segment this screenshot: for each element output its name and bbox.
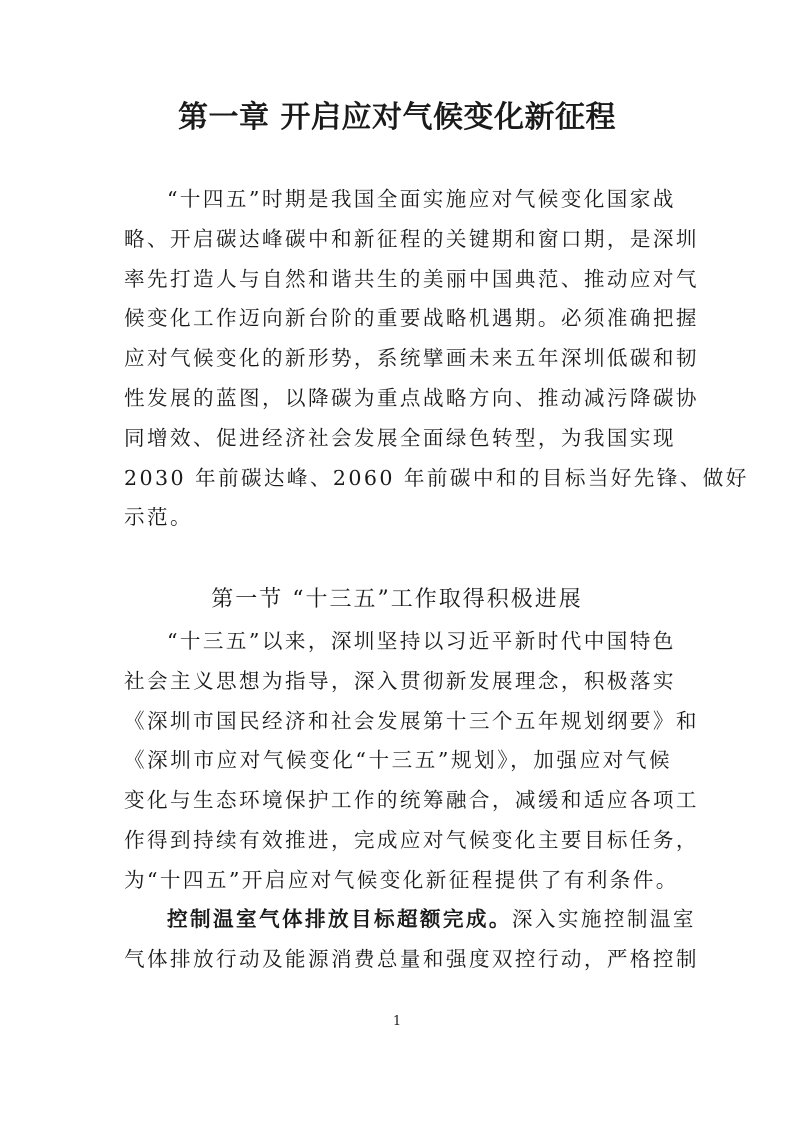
- paragraph-line: [124, 900, 696, 940]
- chapter-title: 第一章 开启应对气候变化新征程: [178, 100, 616, 135]
- paragraph-line: 率先打造人与自然和谐共生的美丽中国典范、推动应对气: [124, 266, 699, 291]
- page-number: 1: [392, 1014, 402, 1029]
- intro-paragraph: [124, 180, 749, 538]
- paragraph-line: 应对气候变化的新形势，系统擘画未来五年深圳低碳和韧: [124, 346, 699, 371]
- section-paragraph: [124, 622, 699, 901]
- lead-line-rest: 深入实施控制温室: [511, 907, 696, 931]
- paragraph-line: 气体排放行动及能源消费总量和强度双控行动，严格控制: [124, 946, 699, 971]
- bold-lead: 控制温室气体排放目标超额完成。: [167, 907, 512, 931]
- paragraph-line: 示范。: [124, 505, 193, 530]
- paragraph-line: 为“十四五”开启应对气候变化新征程提供了有利条件。: [124, 867, 679, 892]
- paragraph-line: 略、开启碳达峰碳中和新征程的关键期和窗口期，是深圳: [124, 226, 699, 251]
- section-title: 第一节 “十三五”工作取得积极进展: [211, 587, 583, 612]
- paragraph-line: 候变化工作迈向新台阶的重要战略机遇期。必须准确把握: [124, 306, 699, 331]
- paragraph-line: 2030 年前碳达峰、2060 年前碳中和的目标当好先锋、做好: [124, 465, 749, 490]
- paragraph-line: 社会主义思想为指导，深入贯彻新发展理念，积极落实: [124, 668, 676, 693]
- paragraph-line: 《深圳市应对气候变化“十三五”规划》，加强应对气候: [124, 748, 672, 773]
- paragraph-line: 作得到持续有效推进，完成应对气候变化主要目标任务，: [124, 827, 699, 852]
- paragraph-line: 性发展的蓝图，以降碳为重点战略方向、推动减污降碳协: [124, 385, 699, 410]
- paragraph-line: 同增效、促进经济社会发展全面绿色转型，为我国实现: [124, 425, 676, 450]
- paragraph-line: 变化与生态环境保护工作的统筹融合，减缓和适应各项工: [124, 788, 699, 813]
- emission-paragraph: [124, 900, 699, 980]
- paragraph-line: “十三五”以来，深圳坚持以习近平新时代中国特色: [167, 629, 676, 653]
- paragraph-line: “十四五”时期是我国全面实施应对气候变化国家战: [167, 187, 676, 211]
- paragraph-line: 《深圳市国民经济和社会发展第十三个五年规划纲要》和: [124, 708, 699, 733]
